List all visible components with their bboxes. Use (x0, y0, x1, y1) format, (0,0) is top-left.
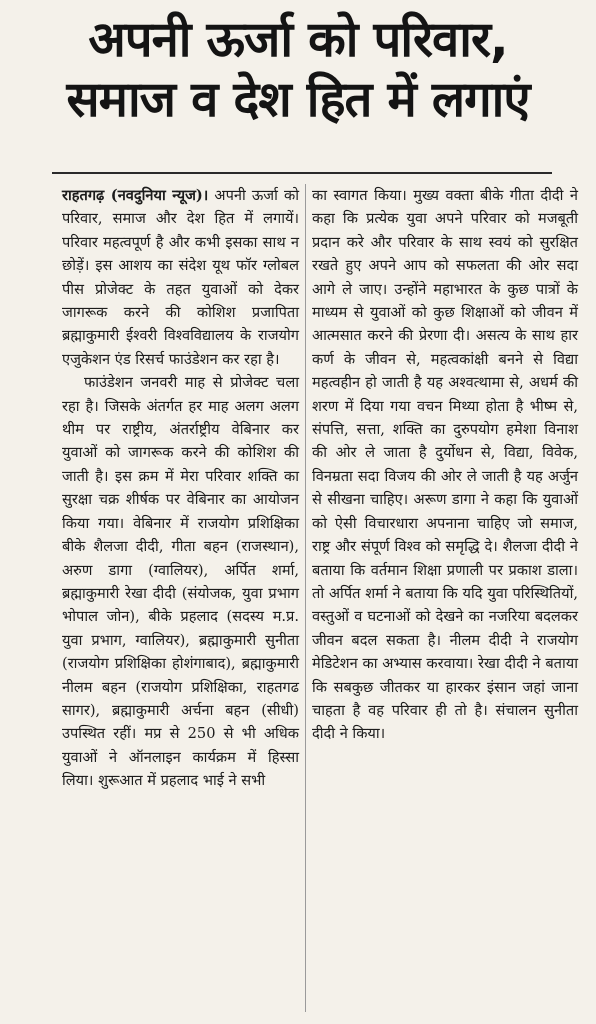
headline (0, 10, 596, 130)
article-paragraph-2: फाउंडेशन जनवरी माह से प्रोजेक्ट चला रहा है। जिसके अंतर्गत हर माह अलग अलग थीम पर राष्ट्रीय, अंतर्राष्ट्रीय वेबिनार कर युवाओं को जागरूक करने की कोशिश की जाती है। इस क्रम में मेरा परिवार शक्ति का सुरक्षा चक्र शीर्षक पर वेबिनार का आयोजन किया गया। वेबिनार में राजयोग प्रशिक्षिका बीके शैलजा दीदी, गीता बहन (राजस्थान), अरुण डागा (ग्वालियर), अर्पित शर्मा, ब्रह्माकुमारी रेखा दीदी (संयोजक, युवा प्रभाग भोपाल जोन), बीके प्रहलाद (सदस्य म.प्र. युवा प्रभाग, ग्वालियर), ब्रह्माकुमारी सुनीता (राजयोग प्रशिक्षिका होशंगाबाद), ब्रह्माकुमारी नीलम बहन (राजयोग प्रशिक्षिका, राहतगढ सागर), ब्रह्माकुमारी अर्चना बहन (सीधी) उपस्थित रहीं। मप्र से 250 से भी अधिक युवाओं ने ऑनलाइन कार्यक्रम में हिस्सा लिया। शुरूआत में प्रहलाद भाई ने सभी (62, 374, 299, 790)
article-paragraph-3: का स्वागत किया। मुख्य वक्ता बीके गीता दीदी ने कहा कि प्रत्येक युवा अपने परिवार को मजबूती प्रदान करे और परिवार के साथ स्वयं को सुरक्षित रखते हुए अपने आप को सफलता की ओर सदा आगे ले जाए। उन्होंने महाभारत के कुछ पात्रों के माध्यम से युवाओं को कुछ शिक्षाओं को जीवन में आत्मसात करने की प्रेरणा दी। असत्य के साथ हार कर्ण के जीवन से, महत्वकांक्षी बनने से विद्या महत्वहीन हो जाती है यह अश्वत्थामा से, अधर्म की शरण में दिया गया वचन मिथ्या होता है भीष्म से, संपत्ति, सत्ता, शक्ति का दुरुपयोग हमेशा विनाश की ओर ले जाता है दुर्योधन से, विद्या, विवेक, विनम्रता सदा विजय की ओर ले जाती है यह अर्जुन से सीखना चाहिए। अरूण डागा ने कहा कि युवाओं को ऐसी विचारधारा अपनाना चाहिए जो समाज, राष्ट्र और संपूर्ण विश्व को समृद्धि दे। शैलजा दीदी ने बताया कि वर्तमान शिक्षा प्रणाली पर प्रकाश डाला। तो अर्पित शर्मा ने बताया कि यदि युवा परिस्थितियों, वस्तुओं व घटनाओं को देखने का नजरिया बदलकर जीवन बदल सकता है। नीलम दीदी ने राजयोग मेडिटेशन का अभ्यास करवाया। रेखा दीदी ने बताया कि सबकुछ जीतकर या हारकर इंसान जहां जाना चाहता है वह परिवार ही तो है। संचालन सुनीता दीदी ने किया। (312, 187, 578, 743)
headline-rule (52, 172, 552, 174)
article-right-column (312, 184, 578, 746)
column-divider (305, 184, 306, 1012)
byline: राहतगढ़ (नवदुनिया न्यूज)। (62, 187, 209, 204)
article-paragraph-1 (62, 184, 299, 371)
headline-line-1: अपनी ऊर्जा को परिवार, (88, 11, 508, 68)
article-left-column (62, 184, 299, 793)
article-paragraph-1-text: अपनी ऊर्जा को परिवार, समाज और देश हित में लगायें। परिवार महत्वपूर्ण है और कभी इसका साथ न छोड़ें। इस आशय का संदेश यूथ फॉर ग्लोबल पीस प्रोजेक्ट के तहत युवाओं को देकर जागरूक करने की कोशिश प्रजापिता ब्रह्माकुमारी ईश्वरी विश्वविद्यालय के राजयोग एजुकेशन एंड रिसर्च फाउंडेशन कर रहा है। (62, 187, 299, 368)
headline-line-2: समाज व देश हित में लगाएं (66, 71, 530, 128)
